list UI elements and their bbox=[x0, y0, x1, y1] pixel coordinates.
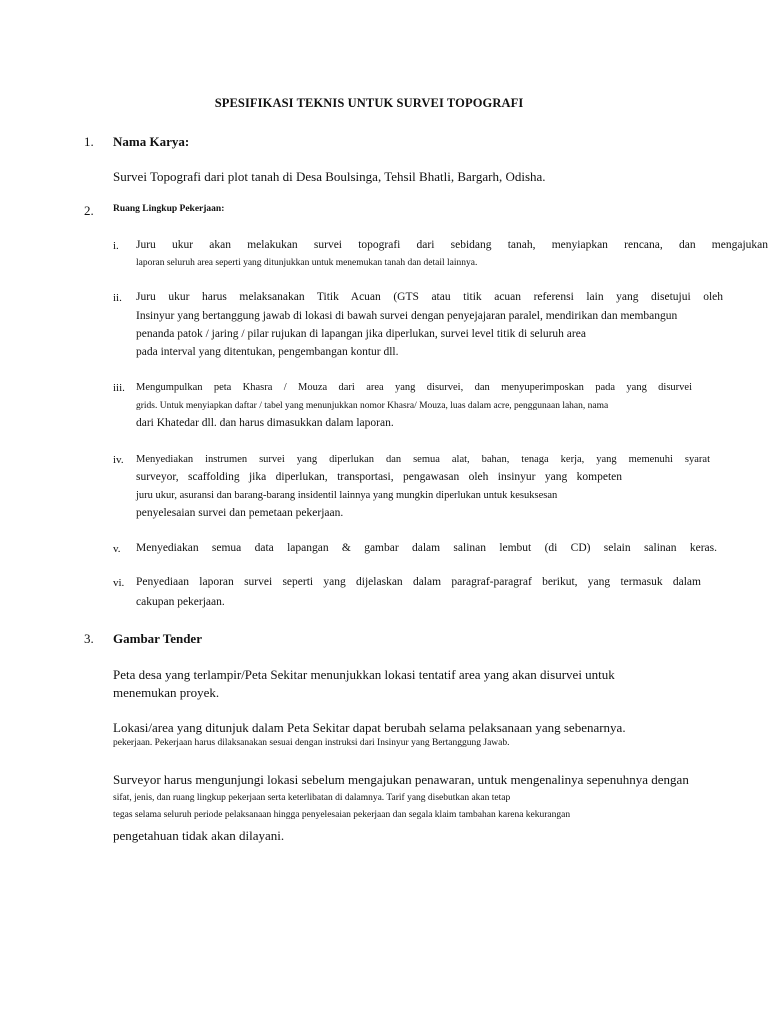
item-v-numeral: v. bbox=[113, 543, 121, 555]
item-iii-line-3: dari Khatedar dll. dan harus dimasukkan dalam laporan. bbox=[136, 417, 394, 429]
item-iv-line-4: penyelesaian survei dan pemetaan pekerjaan. bbox=[136, 507, 344, 519]
section-3-number: 3. bbox=[84, 631, 94, 646]
item-vi-line-2: cakupan pekerjaan. bbox=[136, 596, 225, 608]
item-iii-numeral: iii. bbox=[113, 382, 125, 394]
item-vi-line-1: Penyediaan laporan survei seperti yang dijelaskan dalam paragraf-paragraf berikut, yang termasuk dalam bbox=[136, 576, 701, 588]
item-iv-line-2: surveyor, scaffolding jika diperlukan, transportasi, pengawasan oleh insinyur yang kompeten bbox=[136, 471, 622, 483]
item-i-numeral: i. bbox=[113, 240, 119, 252]
section-3-para-3-line-4: pengetahuan tidak akan dilayani. bbox=[113, 828, 285, 843]
item-i-line-2: laporan seluruh area seperti yang ditunjukkan untuk menemukan tanah dan detail lainnya. bbox=[136, 258, 478, 268]
section-3-para-3-line-2: sifat, jenis, dan ruang lingkup pekerjaan serta keterlibatan di dalamnya. Tarif yang disebutkan akan tetap bbox=[113, 793, 511, 803]
section-3-heading: Gambar Tender bbox=[113, 631, 202, 646]
item-ii-line-3: penanda patok / jaring / pilar rujukan di lapangan jika diperlukan, survei level titik di seluruh area bbox=[136, 328, 586, 340]
section-3-para-1-line-1: Peta desa yang terlampir/Peta Sekitar menunjukkan lokasi tentatif area yang akan disurvei untuk bbox=[113, 667, 615, 682]
item-iv-numeral: iv. bbox=[113, 454, 124, 466]
item-i-line-1: Juru ukur akan melakukan survei topografi dari sebidang tanah, menyiapkan rencana, dan mengajukan bbox=[136, 239, 768, 251]
item-iv-line-3: juru ukur, asuransi dan barang-barang insidentil lainnya yang mungkin diperlukan untuk kesuksesan bbox=[136, 490, 558, 501]
item-iv-line-1: Menyediakan instrumen survei yang diperlukan dan semua alat, bahan, tenaga kerja, yang memenuhi syarat bbox=[136, 454, 710, 465]
section-2-number: 2. bbox=[84, 203, 94, 218]
item-ii-numeral: ii. bbox=[113, 292, 122, 304]
item-v-line-1: Menyediakan semua data lapangan & gambar dalam salinan lembut (di CD) selain salinan keras. bbox=[136, 542, 717, 554]
section-1-heading: Nama Karya: bbox=[113, 134, 190, 149]
item-iii-line-1: Mengumpulkan peta Khasra / Mouza dari area yang disurvei, dan menyuperimposkan pada yang disurvei bbox=[136, 382, 692, 393]
section-3-para-3-line-3: tegas selama seluruh periode pelaksanaan hingga penyelesaian pekerjaan dan segala klaim tambahan karena kekurangan bbox=[113, 810, 571, 820]
section-3-para-2-line-2: pekerjaan. Pekerjaan harus dilaksanakan sesuai dengan instruksi dari Insinyur yang Bertanggung Jawab. bbox=[113, 738, 510, 748]
section-3-para-1-line-2: menemukan proyek. bbox=[113, 685, 220, 700]
section-2-heading: Ruang Lingkup Pekerjaan: bbox=[113, 204, 225, 214]
section-3-para-2-line-1: Lokasi/area yang ditunjuk dalam Peta Sekitar dapat berubah selama pelaksanaan yang sebenarnya. bbox=[113, 720, 626, 735]
section-1-text: Survei Topografi dari plot tanah di Desa Boulsinga, Tehsil Bhatli, Bargarh, Odisha. bbox=[113, 169, 546, 184]
item-ii-line-1: Juru ukur harus melaksanakan Titik Acuan (GTS atau titik acuan referensi lain yang disetujui oleh bbox=[136, 291, 723, 303]
item-ii-line-4: pada interval yang ditentukan, pengembangan kontur dll. bbox=[136, 346, 399, 358]
item-iii-line-2: grids. Untuk menyiapkan daftar / tabel yang menunjukkan nomor Khasra/ Mouza, luas dalam acre, penggunaan lahan, nama bbox=[136, 401, 609, 411]
item-vi-numeral: vi. bbox=[113, 577, 125, 589]
item-ii-line-2: Insinyur yang bertanggung jawab di lokasi di bawah survei dengan penyejajaran paralel, mendirikan dan membangun bbox=[136, 310, 678, 322]
section-1-number: 1. bbox=[84, 134, 94, 149]
document-title: SPESIFIKASI TEKNIS UNTUK SURVEI TOPOGRAFI bbox=[214, 96, 524, 110]
section-3-para-3-line-1: Surveyor harus mengunjungi lokasi sebelum mengajukan penawaran, untuk mengenalinya sepenuhnya dengan bbox=[113, 772, 689, 787]
